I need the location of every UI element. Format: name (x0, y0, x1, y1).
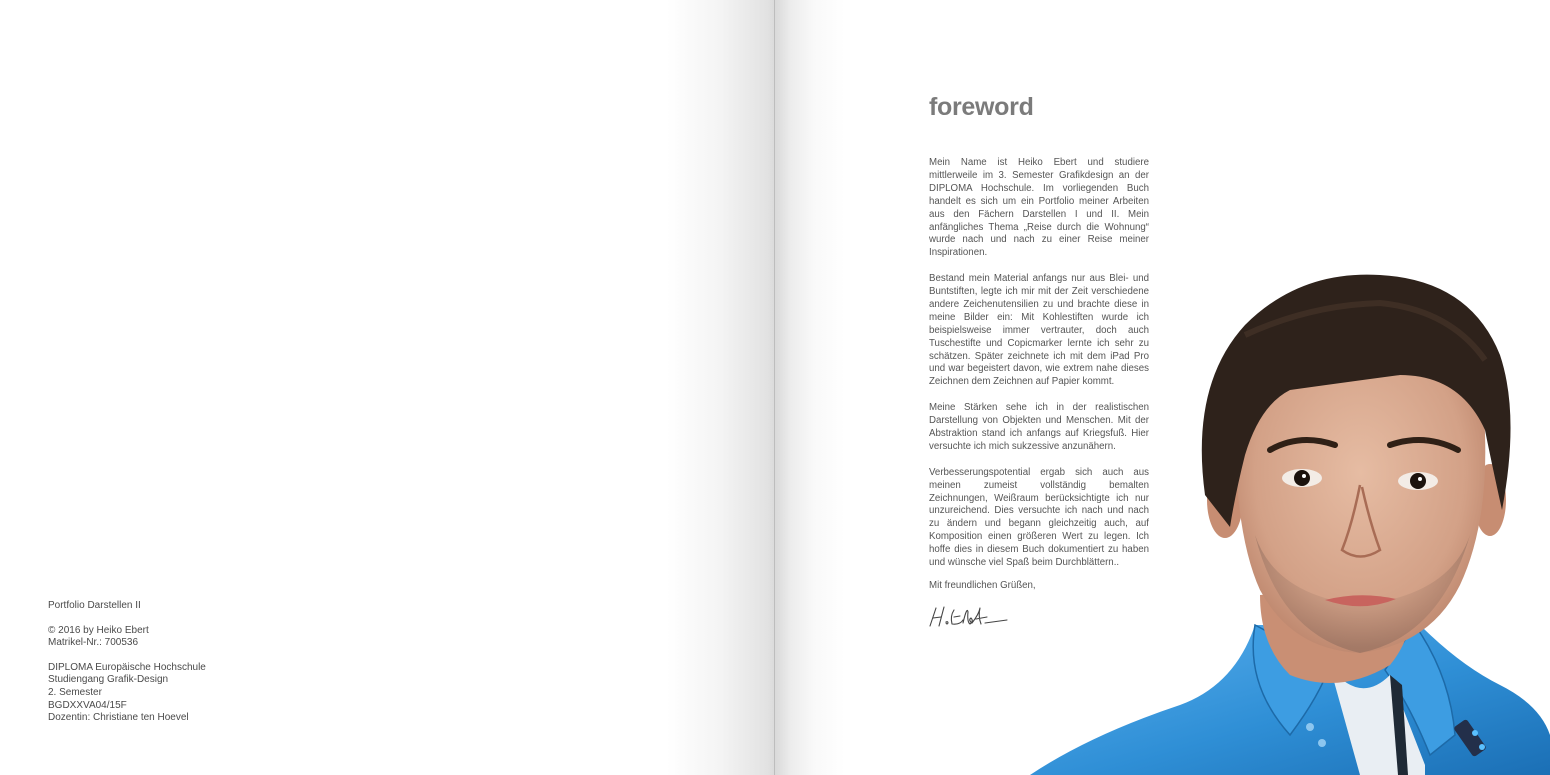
colophon-line: BGDXXVA04/15F (48, 699, 127, 711)
foreword-paragraph: Meine Stärken sehe ich in der realistischen Darstellung von Objekten und Menschen. Mit der Abstraktion stand ich anfangs auf Kriegsfuß. Hier versuchte ich mich sukzessive anzunähern. (929, 402, 1149, 452)
colophon-block (48, 625, 348, 650)
colophon-line: Studiengang Grafik-Design (48, 674, 169, 686)
colophon-line: © 2016 by Heiko Ebert (48, 624, 149, 636)
signature (927, 602, 1009, 630)
colophon-line: Dozentin: Christiane ten Hoevel (48, 712, 189, 724)
colophon-line: DIPLOMA Europäische Hochschule (48, 661, 206, 673)
portrait-illustration (1030, 265, 1550, 775)
colophon-block (48, 600, 348, 613)
colophon-line: Portfolio Darstellen II (48, 600, 141, 611)
colophon-line: 2. Semester (48, 686, 102, 698)
foreword-paragraph: Bestand mein Material anfangs nur aus Blei- und Buntstiften, legte ich mir mit der Zeit verschiedene andere Zeichenutensilien zu und brachte diese in meine Bilder ein: Mit Kohlestiften wurde ich beispielsweise immer vertrauter, doch auch Tuschestifte und Copicmarker lernte ich sehr zu schätzen. Später zeichnete ich mit dem iPad Pro und war begeistert davon, wie extrem nahe dieses Zeichnen dem Zeichnen auf Papier kommt. (929, 273, 1149, 388)
page-title: foreword (929, 93, 1034, 121)
closing-line: Mit freundlichen Grüßen, (929, 580, 1036, 591)
colophon-block (48, 662, 348, 725)
colophon-line: Matrikel-Nr.: 700536 (48, 637, 139, 649)
foreword-paragraph: Verbesserungspotential ergab sich auch aus meinen zumeist vollständig bemalten Zeichnungen, Weißraum berücksichtigte ich nur unzureichend. Dies versuchte ich nach und nach zu ändern und begann gleichzeitig auch, auf Komposition einen größeren Wert zu legen. Ich hoffe dies in diesem Buch dokumentiert zu haben und wünsche viel Spaß beim Durchblättern.. (929, 466, 1149, 569)
foreword-paragraph: Mein Name ist Heiko Ebert und studiere mittlerweile im 3. Semester Grafikdesign an der DIPLOMA Hochschule. Im vorliegenden Buch handelt es sich um ein Portfolio meiner Arbeiten aus den Fächern Darstellen I und II. Mein anfängliches Thema „Reise durch die Wohnung“ wurde nach und nach zu einer Reise meiner Inspirationen. (929, 157, 1149, 259)
colophon (48, 600, 348, 725)
book-gutter (774, 0, 775, 775)
